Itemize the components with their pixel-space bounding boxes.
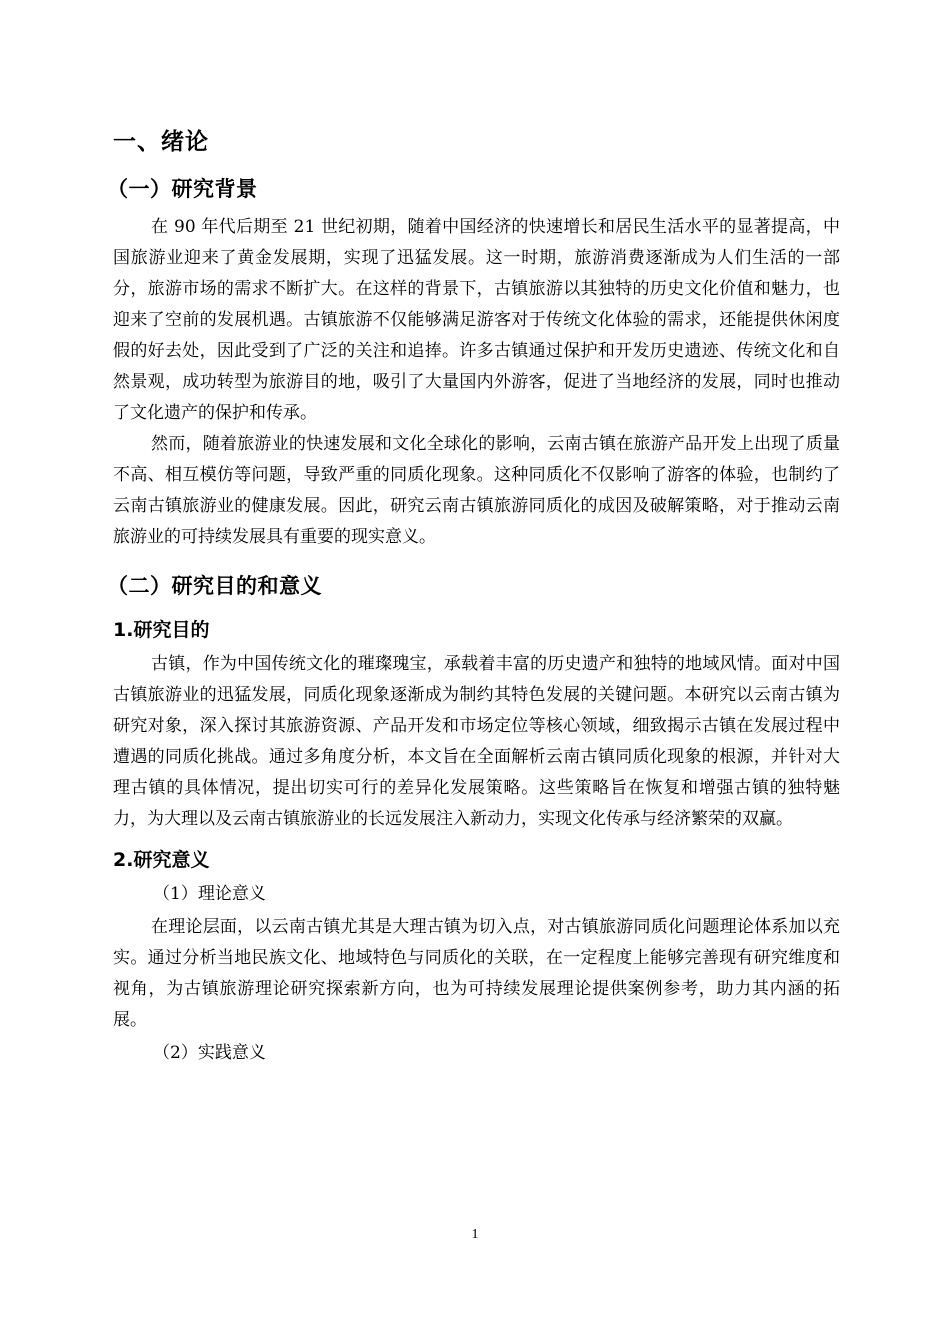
subsection-heading-purpose: 1.研究目的 [113,619,210,641]
practical-significance-label: （2）实践意义 [153,1043,266,1063]
section-heading-background: （一）研究背景 [107,177,258,201]
background-paragraph-2: 然而，随着旅游业的快速发展和文化全球化的影响，云南古镇在旅游产品开发上出现了质量不高、相互模仿等问题，导致严重的同质化现象。这种同质化不仅影响了游客的体验，也制约了云南古镇旅游业的健康发展。因此，研究云南古镇旅游同质化的成因及破解策略，对于推动云南旅游业的可持续发展具有重要的现实意义。 [113,434,840,547]
background-paragraph-1: 在 90 年代后期至 21 世纪初期，随着中国经济的快速增长和居民生活水平的显著提高，中国旅游业迎来了黄金发展期，实现了迅猛发展。这一时期，旅游消费逐渐成为人们生活的一部分，旅游市场的需求不断扩大。在这样的背景下，古镇旅游以其独特的历史文化价值和魅力，也迎来了空前的发展机遇。古镇旅游不仅能够满足游客对于传统文化体验的需求，还能提供休闲度假的好去处，因此受到了广泛的关注和追捧。许多古镇通过保护和开发历史遗迹、传统文化和自然景观，成功转型为旅游目的地，吸引了大量国内外游客，促进了当地经济的发展，同时也推动了文化遗产的保护和传承。 [113,217,840,423]
page-content [107,122,840,1071]
section-heading-purpose-significance: （二）研究目的和意义 [107,574,322,598]
page-number: 1 [471,1227,479,1242]
subsection-heading-significance: 2.研究意义 [113,849,210,871]
purpose-paragraph: 古镇，作为中国传统文化的璀璨瑰宝，承载着丰富的历史遗产和独特的地域风情。面对中国古镇旅游业的迅猛发展，同质化现象逐渐成为制约其特色发展的关键问题。本研究以云南古镇为研究对象，深入探讨其旅游资源、产品开发和市场定位等核心领域，细致揭示古镇在发展过程中遭遇的同质化挑战。通过多角度分析，本文旨在全面解析云南古镇同质化现象的根源，并针对大理古镇的具体情况，提出切实可行的差异化发展策略。这些策略旨在恢复和增强古镇的独特魅力，为大理以及云南古镇旅游业的长远发展注入新动力，实现文化传承与经济繁荣的双赢。 [113,654,840,829]
chapter-title: 一、绪论 [113,129,209,155]
theoretical-significance-paragraph: 在理论层面，以云南古镇尤其是大理古镇为切入点，对古镇旅游同质化问题理论体系加以充实。通过分析当地民族文化、地域特色与同质化的关联，在一定程度上能够完善现有研究维度和视角，为古镇旅游理论研究探索新方向，也为可持续发展理论提供案例参考，助力其内涵的拓展。 [113,917,840,1030]
theoretical-significance-label: （1）理论意义 [153,884,266,904]
